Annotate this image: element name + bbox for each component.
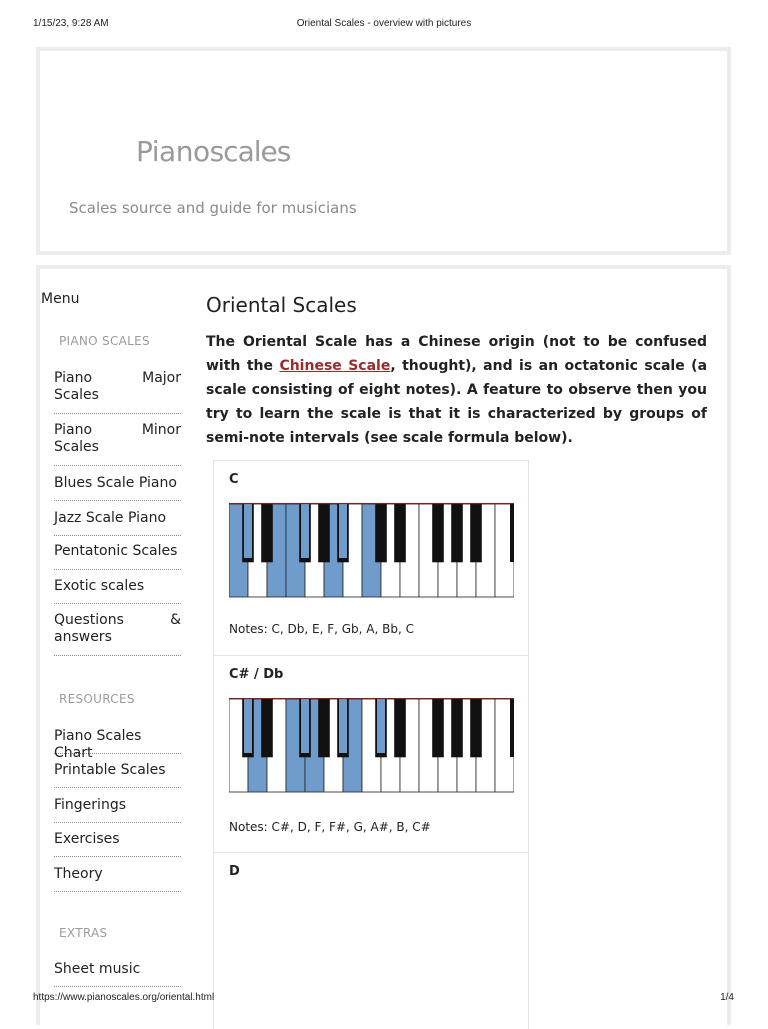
menu-title[interactable]: Menu xyxy=(41,291,80,307)
black-key xyxy=(395,699,406,757)
site-logo[interactable] xyxy=(136,135,290,168)
chinese-scale-link[interactable]: Chinese Scale xyxy=(279,358,391,374)
scale-name: C xyxy=(229,472,239,487)
sidebar-item-questions-answers[interactable]: Questions & answers xyxy=(54,612,181,656)
print-header xyxy=(0,18,768,32)
black-key xyxy=(452,504,463,562)
black-key xyxy=(262,504,273,562)
sidebar-item-piano-minor-scales[interactable]: Piano Minor Scales xyxy=(54,422,181,466)
black-key-highlight xyxy=(377,699,385,753)
scale-card-csharp-db xyxy=(213,655,529,853)
black-key xyxy=(452,699,463,757)
print-url: https://www.pianoscales.org/oriental.html xyxy=(33,992,215,1003)
intro-paragraph xyxy=(206,330,707,450)
black-key xyxy=(433,504,444,562)
sidebar-item-jazz-scale-piano[interactable]: Jazz Scale Piano xyxy=(54,510,181,536)
black-key xyxy=(262,699,273,757)
print-footer xyxy=(0,992,768,1006)
black-key-highlight xyxy=(301,699,309,753)
sidebar-item-pentatonic-scales[interactable]: Pentatonic Scales xyxy=(54,543,181,570)
black-key xyxy=(319,504,330,562)
scale-name: C# / Db xyxy=(229,667,284,682)
black-key xyxy=(471,699,482,757)
sidebar-item-exotic-scales[interactable]: Exotic scales xyxy=(54,578,181,604)
black-key xyxy=(395,504,406,562)
sidebar-item-exercises[interactable]: Exercises xyxy=(54,831,181,857)
sidebar-item-piano-scales-chart[interactable]: Piano Scales Chart xyxy=(54,728,181,754)
black-key xyxy=(433,699,444,757)
sidebar-item-blues-scale-piano[interactable]: Blues Scale Piano xyxy=(54,475,181,501)
logo-text-piano: Piano xyxy=(136,135,210,168)
print-doc-title: Oriental Scales - overview with pictures xyxy=(296,18,472,29)
sidebar-item-printable-scales[interactable]: Printable Scales xyxy=(54,762,181,788)
black-key-highlight xyxy=(301,504,309,558)
intro-text-before: The Oriental Scale has a Chinese origin (not to be confused with the xyxy=(206,334,707,374)
black-key xyxy=(376,504,387,562)
site-tagline: Scales source and guide for musicians xyxy=(69,199,357,217)
scale-notes: Notes: C, Db, E, F, Gb, A, Bb, C xyxy=(229,622,414,636)
sidebar-item-theory[interactable]: Theory xyxy=(54,866,181,892)
site-header xyxy=(36,47,731,255)
page-title: Oriental Scales xyxy=(206,293,357,317)
print-datetime: 1/15/23, 9:28 AM xyxy=(33,18,109,29)
sidebar-section-resources: RESOURCES xyxy=(59,692,135,706)
black-key xyxy=(471,504,482,562)
print-page-number: 1/4 xyxy=(720,992,734,1003)
sidebar-item-sheet-music[interactable]: Sheet music xyxy=(54,961,181,987)
scale-name: D xyxy=(229,864,240,879)
piano-keyboard-diagram xyxy=(229,698,514,794)
piano-keyboard-diagram xyxy=(229,503,514,599)
sidebar-item-fingerings[interactable]: Fingerings xyxy=(54,797,181,823)
black-key-highlight xyxy=(339,699,347,753)
black-key xyxy=(319,699,330,757)
black-key-highlight xyxy=(244,504,252,558)
sidebar-section-extras: EXTRAS xyxy=(59,926,108,940)
black-key xyxy=(510,699,514,757)
intro-text-after: , thought), and is an octatonic scale (a scale consisting of eight notes). A feature to observe then you try to learn the scale is that it is characterized by groups of semi-note intervals (see scale formula below). xyxy=(206,358,708,446)
black-key-highlight xyxy=(339,504,347,558)
black-key xyxy=(510,504,514,562)
main-frame xyxy=(36,265,731,1025)
scale-notes: Notes: C#, D, F, F#, G, A#, B, C# xyxy=(229,820,431,834)
sidebar-item-piano-major-scales[interactable]: Piano Major Scales xyxy=(54,370,181,414)
logo-text-scales: scales xyxy=(209,135,291,168)
sidebar-section-piano-scales: PIANO SCALES xyxy=(59,334,150,348)
black-key-highlight xyxy=(244,699,252,753)
scale-card-c xyxy=(213,460,529,656)
